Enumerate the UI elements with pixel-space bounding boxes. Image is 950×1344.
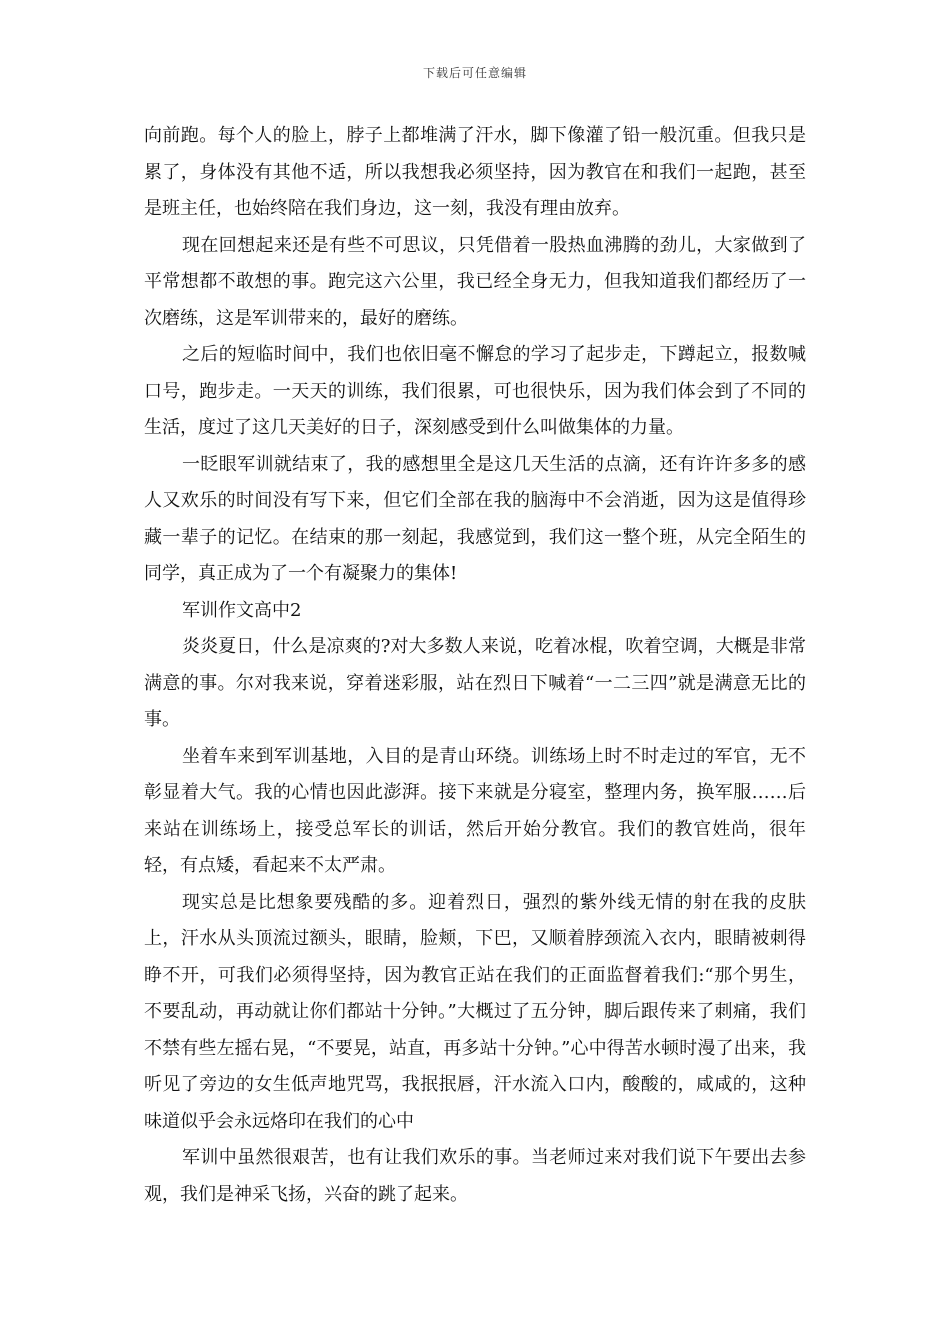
paragraph: 军训中虽然很艰苦，也有让我们欢乐的事。当老师过来对我们说下午要出去参观，我们是神采飞扬，兴奋的跳了起来。	[144, 1147, 806, 1205]
paragraph: 之后的短临时间中，我们也依旧毫不懈怠的学习了起步走，下蹲起立，报数喊口号，跑步走。一天天的训练，我们很累，可也很快乐，因为我们体会到了不同的生活，度过了这几天美好的日子，深刻感受到什么叫做集体的力量。	[144, 344, 806, 438]
section-title: 军训作文高中2	[182, 599, 302, 621]
paragraph-continuation: 向前跑。每个人的脸上，脖子上都堆满了汗水，脚下像灌了铅一般沉重。但我只是累了，身体没有其他不适，所以我想我必须坚持，因为教官在和我们一起跑，甚至是班主任，也始终陪在我们身边，这一刻，我没有理由放弃。	[144, 125, 806, 219]
paragraph: 坐着车来到军训基地，入目的是青山环绕。训练场上时不时走过的军官，无不彰显着大气。我的心情也因此澎湃。接下来就是分寝室，整理内务，换军服……后来站在训练场上，接受总军长的训话，然后开始分教官。我们的教官姓尚，很年轻，有点矮，看起来不太严肃。	[144, 745, 806, 876]
paragraph: 一眨眼军训就结束了，我的感想里全是这几天生活的点滴，还有许许多多的感人又欢乐的时间没有写下来，但它们全部在我的脑海中不会消逝，因为这是值得珍藏一辈子的记忆。在结束的那一刻起，我感觉到，我们这一整个班，从完全陌生的同学，真正成为了一个有凝聚力的集体!	[144, 453, 806, 584]
paragraph: 现在回想起来还是有些不可思议，只凭借着一股热血沸腾的劲儿，大家做到了平常想都不敢想的事。跑完这六公里，我已经全身无力，但我知道我们都经历了一次磨练，这是军训带来的，最好的磨练。	[144, 234, 806, 329]
paragraph: 现实总是比想象要残酷的多。迎着烈日，强烈的紫外线无情的射在我的皮肤上，汗水从头顶流过额头，眼睛，脸颊，下巴，又顺着脖颈流入衣内，眼睛被刺得睁不开，可我们必须得坚持，因为教官正站在我们的正面监督着我们:“那个男生，不要乱动，再动就让你们都站十分钟。”大概过了五分钟，脚后跟传来了刺痛，我们不禁有些左摇右晃，“不要晃，站直，再多站十分钟。”心中得苦水顿时漫了出来，我听见了旁边的女生低声地咒骂，我抿抿唇，汗水流入口内，酸酸的，咸咸的，这种味道似乎会永远烙印在我们的心中	[144, 891, 806, 1132]
paragraph: 炎炎夏日，什么是凉爽的?对大多数人来说，吃着冰棍，吹着空调，大概是非常满意的事。尔对我来说，穿着迷彩服，站在烈日下喊着“一二三四”就是满意无比的事。	[144, 636, 806, 730]
page-header-note: 下载后可任意编辑	[422, 66, 527, 80]
document-body	[144, 118, 806, 1213]
